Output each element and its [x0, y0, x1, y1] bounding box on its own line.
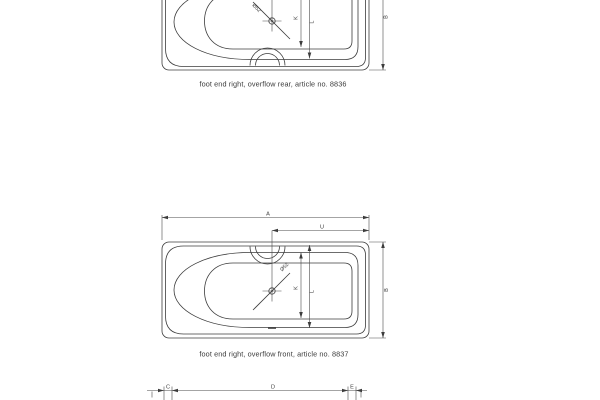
arrow-e-outside-right	[356, 389, 362, 393]
overflow-fitting-rear	[250, 48, 285, 66]
tub-top-view-8836	[162, 0, 390, 89]
dim-l-label: L	[309, 289, 316, 294]
overflow-arc-outer	[250, 247, 285, 265]
dim-a-label: A	[266, 211, 270, 218]
overflow-fitting-front	[250, 247, 285, 265]
dim-u-label: U	[319, 224, 325, 231]
dim-u-arrow-right	[363, 229, 369, 233]
caption-8837: foot end right, overflow front, article no. 8837	[199, 349, 349, 359]
dimension-b	[369, 242, 390, 338]
drain-diameter-label: Ø52	[250, 2, 262, 14]
dimension-a	[162, 212, 369, 241]
tub-floor-outline	[205, 0, 353, 49]
overflow-arc-outer	[250, 48, 285, 66]
drain-symbol	[253, 231, 290, 311]
tub-inner-edge	[174, 0, 358, 60]
drain-leader-line	[253, 273, 290, 310]
caption-8836: foot end right, overflow rear, article no. 8836	[199, 79, 347, 89]
dim-l-arrow-down	[308, 53, 312, 59]
dim-a-arrow-left	[162, 216, 168, 220]
dimension-k	[294, 0, 303, 47]
dimension-b	[369, 0, 390, 70]
dim-b-label: B	[383, 15, 390, 19]
drain-symbol	[251, 0, 290, 39]
arrow-c-d-shared	[172, 389, 178, 393]
drain-diameter-label: Ø52	[279, 261, 291, 273]
dimension-u	[272, 225, 369, 233]
dim-k-arrow-down	[299, 41, 303, 47]
dim-b-arrow-down	[381, 64, 385, 70]
dimension-l	[308, 0, 316, 59]
arrow-d-e-shared	[342, 389, 348, 393]
dim-c-label: C	[165, 384, 171, 391]
dim-k-label: K	[293, 16, 300, 20]
tub-rim-inner-line	[166, 0, 366, 67]
tub-outer-rim	[162, 242, 369, 338]
dim-e-label: E	[350, 384, 354, 391]
dim-k-label: K	[293, 286, 300, 290]
dim-b-arrow-down	[381, 332, 385, 338]
dim-k-arrow-up	[299, 253, 303, 259]
tub-top-view-8837	[162, 212, 390, 359]
tub-rim-inner-line	[166, 246, 366, 334]
dim-b-arrow-up	[381, 242, 385, 248]
dim-b-label: B	[384, 288, 390, 292]
dimension-l	[308, 245, 316, 328]
dim-k-arrow-down	[299, 312, 303, 318]
front-elevation-partial	[147, 385, 367, 400]
dim-u-arrow-left	[272, 229, 278, 233]
dim-d-label: D	[270, 384, 276, 391]
arrow-c-outside-left	[158, 389, 164, 393]
dim-l-label: L	[309, 20, 316, 24]
dimension-k	[294, 253, 303, 319]
dim-a-arrow-right	[363, 216, 369, 220]
